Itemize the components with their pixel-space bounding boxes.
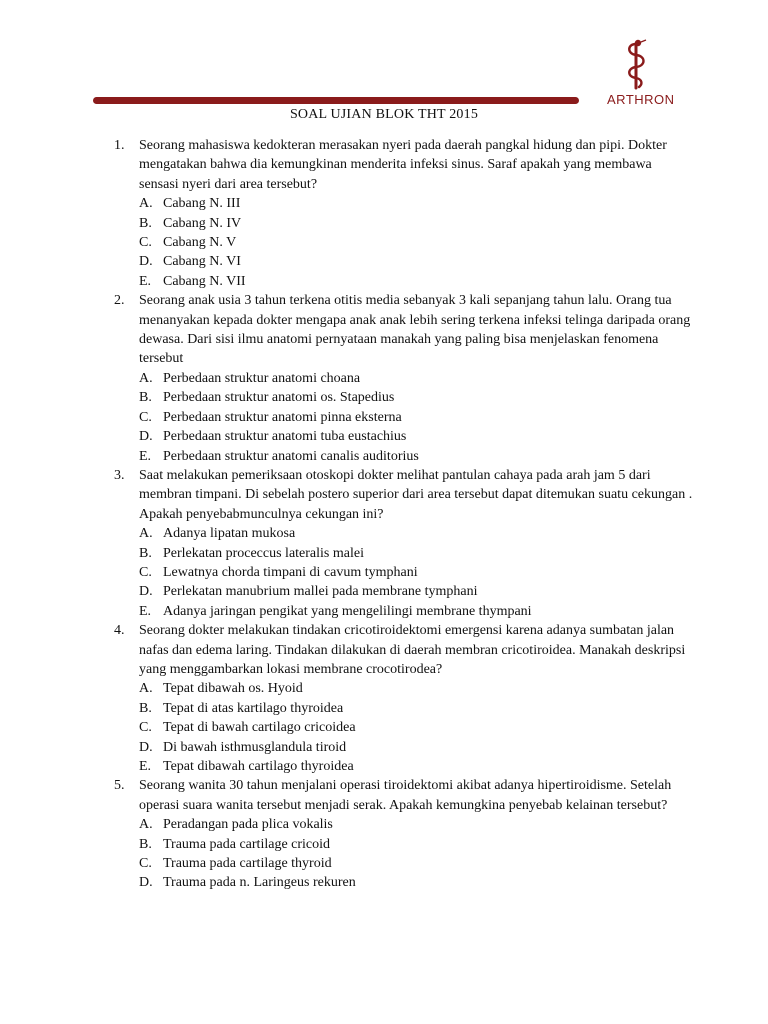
option-letter: C. [139,235,152,251]
question-text: Seorang dokter melakukan tindakan cricotiroidektomi emergensi karena adanya sumbatan jalan nafas dan edema laring. Tindakan dilakukan di daerah membran cricotiroidea. Manakah deskripsi yang menggambarkan lokasi membrane crocotirodea? [139,623,686,677]
option-letter: B. [139,545,152,561]
option-text: Trauma pada cartilage thyroid [163,856,332,872]
option-text: Cabang N. VI [163,254,241,270]
answer-options [139,369,694,466]
question-text: Saat melakukan pemeriksaan otoskopi dokter melihat pantulan cahaya pada arah jam 5 dari membran timpani. Di sebelah postero superior dari area tersebut dapat ditemukan suatu cekungan . Apakah penyebabmunculnya cekungan ini? [139,467,693,522]
option-text: Tepat dibawah cartilago thyroidea [163,759,354,774]
answer-option [139,757,694,776]
answer-option [139,194,694,213]
option-letter: D. [139,584,153,600]
option-letter: D. [139,739,153,755]
option-text: Tepat di atas kartilago thyroidea [163,700,344,716]
answer-option [139,214,694,233]
option-text: Trauma pada n. Laringeus rekuren [163,875,356,891]
option-letter: E. [139,603,152,619]
answer-option [139,835,694,854]
question-number: 4. [114,623,125,639]
question-number: 3. [114,467,125,483]
answer-option [139,873,694,892]
answer-option [139,563,694,582]
page-title: SOAL UJIAN BLOK THT 2015 [289,107,479,122]
answer-options [139,194,694,291]
option-letter: E. [139,759,152,774]
option-letter: B. [139,836,152,852]
question-item [114,621,694,776]
option-letter: C. [139,856,152,872]
option-text: Cabang N. V [163,235,237,251]
answer-option [139,738,694,757]
option-letter: B. [139,215,152,231]
caduceus-icon [621,38,651,90]
question-text: Seorang anak usia 3 tahun terkena otitis media sebanyak 3 kali sepanjang tahun lalu. Orang tua menanyakan kepada dokter mengapa anak anak lebih sering terkena infeksi telinga daripada orang dewasa. Dari sisi ilmu anatomi pernyataan manakah yang paling bisa menjelaskan fenomena tersebut [139,293,691,367]
answer-option [139,272,694,291]
option-letter: C. [139,409,152,425]
answer-options [139,815,694,893]
arthron-logo [603,38,675,110]
question-number: 1. [114,138,125,153]
answer-option [139,582,694,601]
header-rule [93,97,579,104]
answer-option [139,854,694,873]
option-text: Perbedaan struktur anatomi os. Stapedius [163,390,395,406]
answer-options [139,524,694,621]
option-letter: B. [139,700,152,716]
option-text: Lewatnya chorda timpani di cavum tymphani [163,564,418,580]
question-number: 5. [114,778,125,794]
answer-option [139,233,694,252]
option-letter: E. [139,448,152,464]
option-text: Perbedaan struktur anatomi choana [163,370,361,386]
question-text: Seorang wanita 30 tahun menjalani operasi tiroidektomi akibat adanya hipertiroidisme. Setelah operasi suara wanita tersebut menjadi serak. Apakah kemungkina penyebab kelainan tersebut? [139,778,672,813]
option-text: Tepat dibawah os. Hyoid [163,681,303,697]
option-text: Peradangan pada plica vokalis [163,817,333,833]
answer-option [139,252,694,271]
option-letter: A. [139,526,153,542]
answer-option [139,369,694,388]
question-item [114,291,694,466]
answer-option [139,544,694,563]
option-letter: A. [139,370,153,386]
option-letter: C. [139,564,152,580]
option-text: Perlekatan manubrium mallei pada membrane tymphani [163,584,478,600]
option-text: Perbedaan struktur anatomi tuba eustachius [163,429,407,445]
answer-option [139,699,694,718]
answer-option [139,679,694,698]
option-text: Adanya jaringan pengikat yang mengelilingi membrane thympani [163,603,532,619]
answer-option [139,408,694,427]
answer-option [139,815,694,834]
option-letter: A. [139,681,153,697]
option-text: Cabang N. III [163,196,241,212]
option-letter: D. [139,429,153,445]
answer-option [139,718,694,737]
answer-options [139,679,694,776]
option-text: Trauma pada cartilage cricoid [163,836,331,852]
option-letter: C. [139,720,152,736]
option-text: Tepat di bawah cartilago cricoidea [163,720,356,736]
answer-option [139,388,694,407]
question-list [114,136,694,893]
answer-option [139,427,694,446]
option-text: Perbedaan struktur anatomi pinna eksterna [163,409,402,425]
option-text: Perlekatan proceccus lateralis malei [163,545,364,561]
option-letter: A. [139,196,153,212]
option-letter: E. [139,273,152,289]
question-item [114,776,694,892]
option-text: Adanya lipatan mukosa [163,526,296,542]
option-text: Di bawah isthmusglandula tiroid [163,739,347,755]
question-item [114,466,694,621]
answer-option [139,602,694,621]
question-item [114,136,694,291]
question-text: Seorang mahasiswa kedokteran merasakan nyeri pada daerah pangkal hidung dan pipi. Dokter mengatakan bahwa dia kemungkinan menderita infeksi sinus. Saraf apakah yang membawa sensasi nyeri dari area tersebut? [139,138,667,192]
logo-text: ARTHRON [607,92,675,107]
option-letter: D. [139,254,153,270]
question-number: 2. [114,293,125,309]
answer-option [139,524,694,543]
answer-option [139,447,694,466]
option-letter: D. [139,875,153,891]
option-letter: A. [139,817,153,833]
option-letter: B. [139,390,152,406]
option-text: Cabang N. IV [163,215,242,231]
option-text: Cabang N. VII [163,273,246,289]
option-text: Perbedaan struktur anatomi canalis auditorius [163,448,419,464]
